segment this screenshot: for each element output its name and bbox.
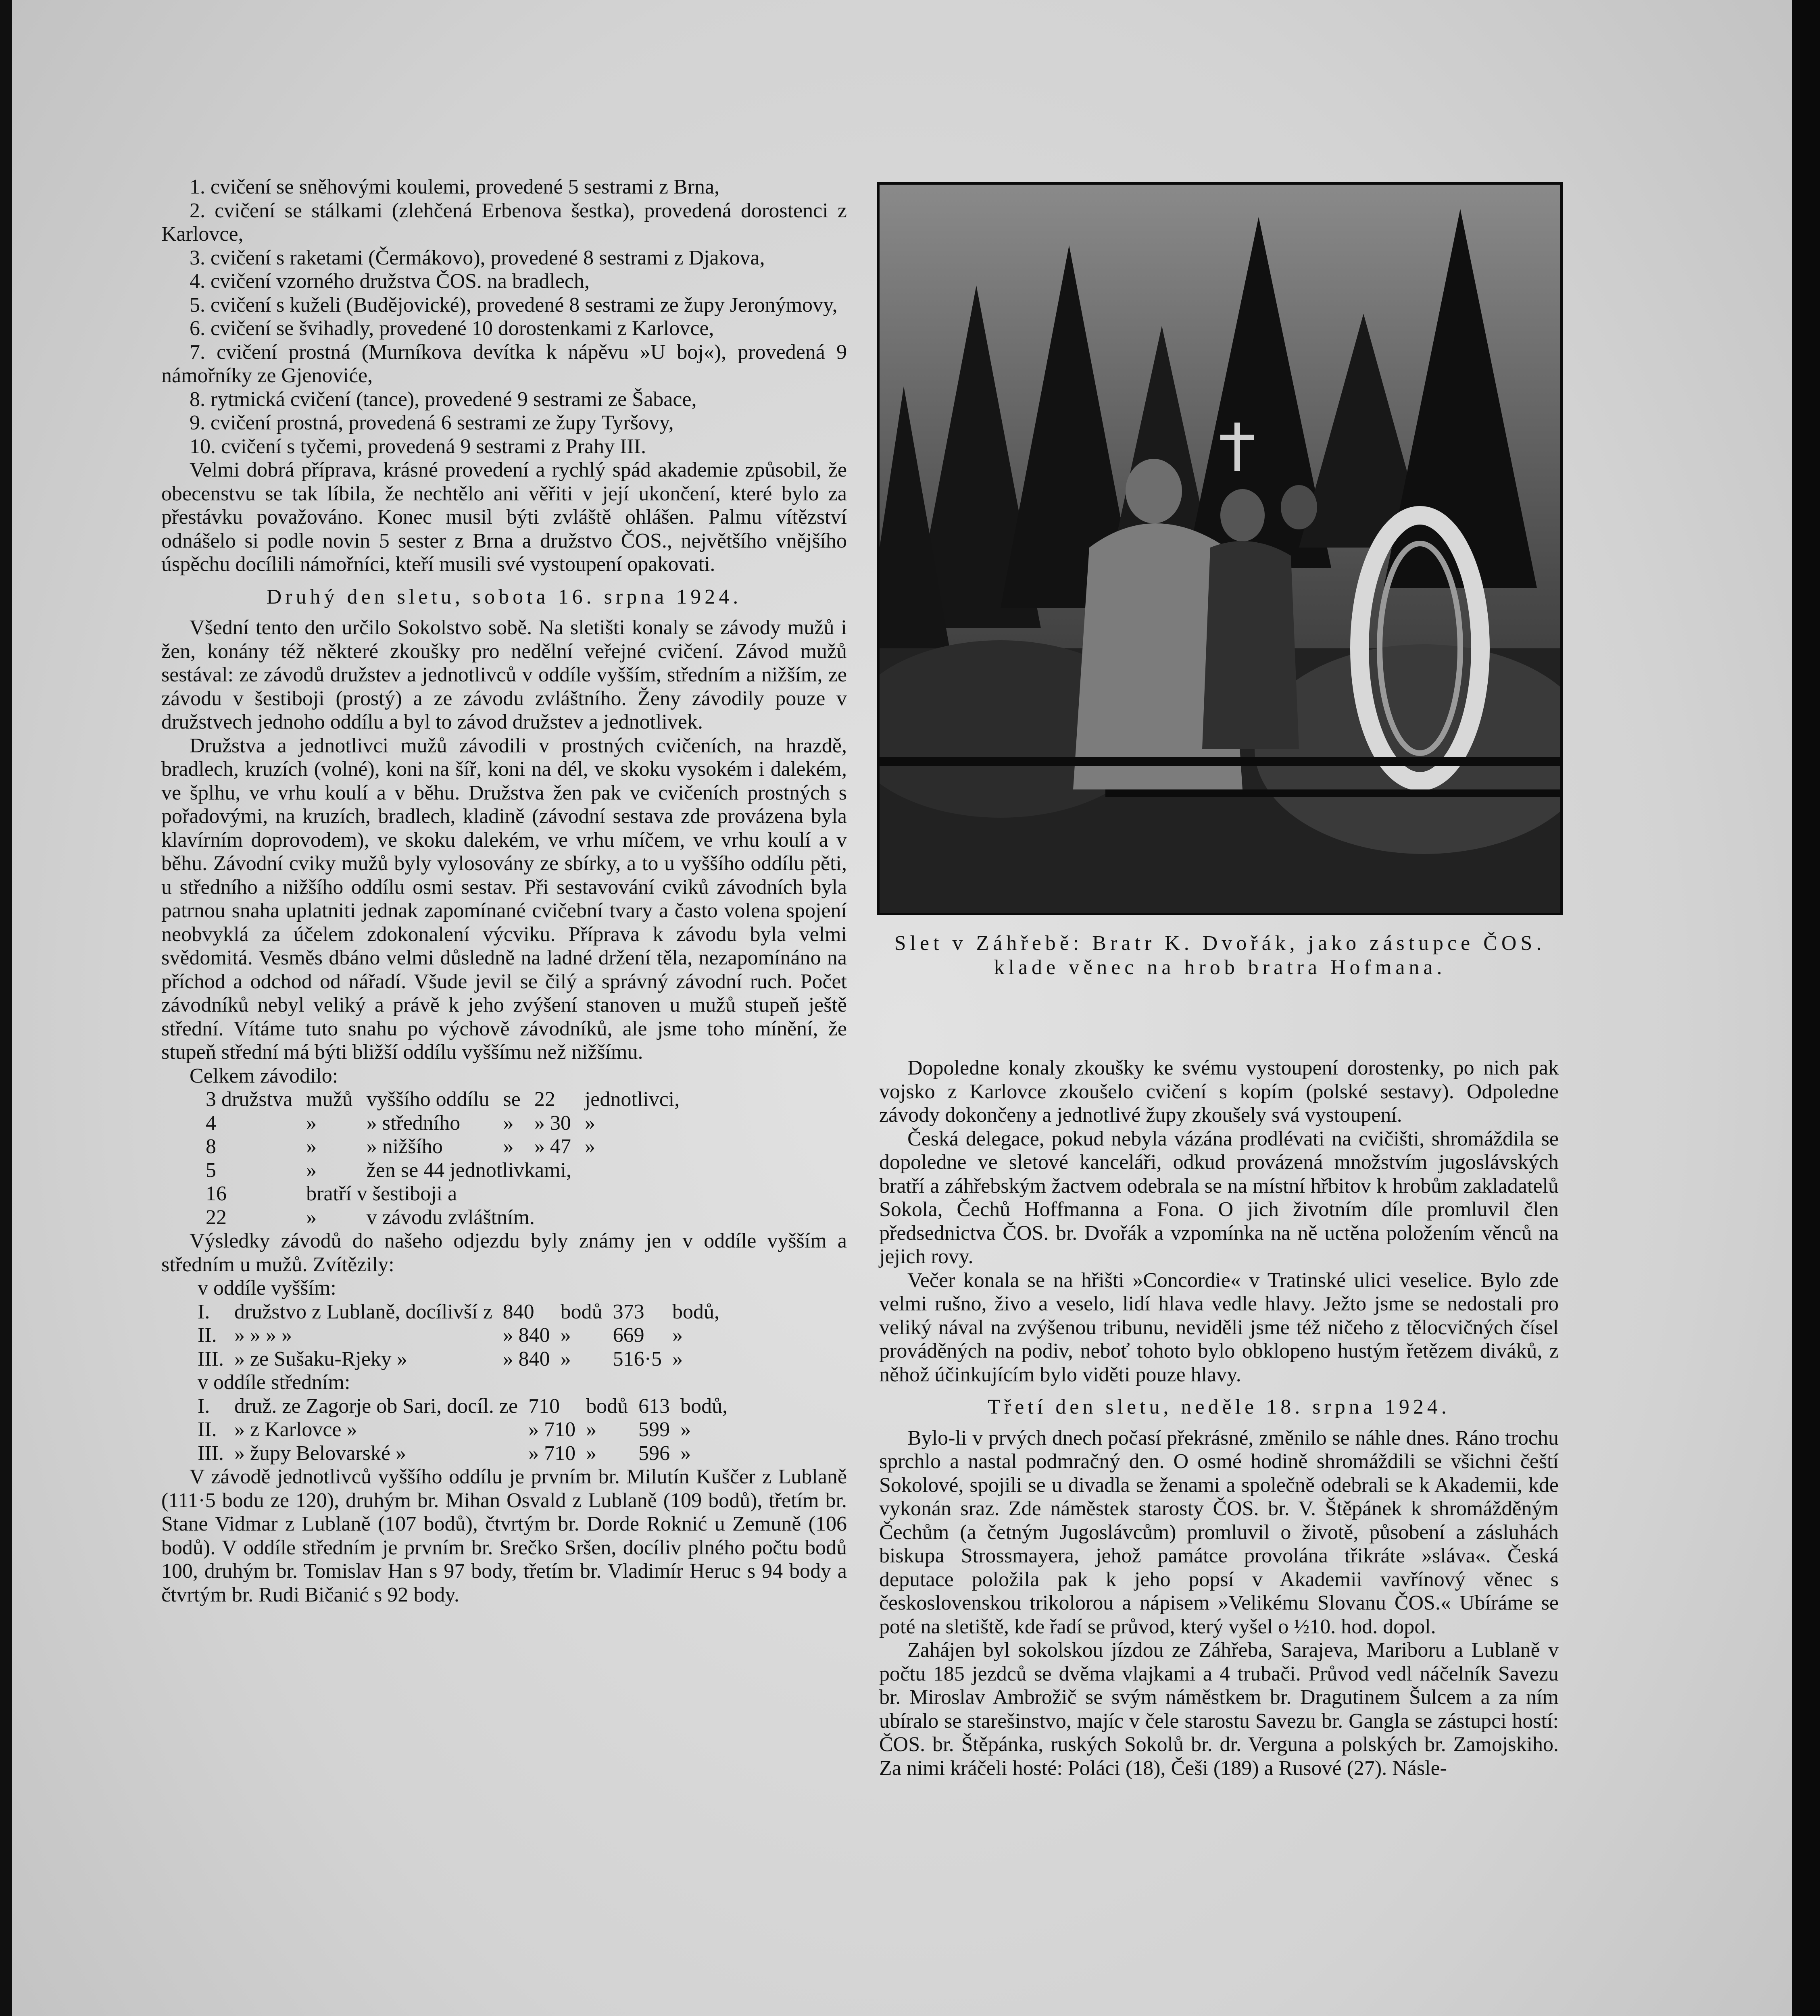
cell: 16 [206,1182,227,1205]
cell: v závodu zvláštním. [366,1206,535,1229]
cell: II. [198,1324,217,1347]
cell: 3 družstva [206,1088,293,1111]
cell: » nižšího [366,1135,443,1158]
cell: 613 [638,1394,670,1418]
list-item: 7. cvičení prostná (Murníkova devítka k nápěvu »U boj«), provedená 9 námořníky ze Gjenoviće, [161,340,847,387]
totals-table [206,1088,693,1229]
section-label-middle: v oddíle středním: [198,1371,350,1394]
table-row [206,1135,693,1159]
paragraph-individuals: V závodě jednotlivců vyššího oddílu je prvním br. Milutín Kuščer z Lublaně (111·5 bodu ze 120), druhým br. Mihan Osvald z Lublaně (109 bodů), třetím br. Stane Vidmar z Lublaně (107 bodů), čtvrtým br. Dorde Roknić u Zemuně (106 bodů). V oddíle středním je prvním br. Srečko Sršen, docíliv plného počtu bodů 100, druhým br. Tomislav Han s 97 body, třetím br. Vladimír Heruc s 94 body a čtvrtým br. Rudi Bičanić s 92 body. [161,1465,847,1606]
cell: bodů [586,1394,628,1418]
cell: 4 [206,1111,216,1135]
cell: III. [198,1347,224,1370]
paragraph-morning: Dopoledne konaly zkoušky ke svému vystoupení dorostenky, po nich pak vojsko z Karlovce zkoušelo cvičení s kopím (polské sestavy). Odpoledne závody dokončeny a jednotlivé župy zkoušely svá vystoupení. [879,1056,1559,1127]
cell: mužů [306,1088,353,1111]
table-row [198,1324,730,1347]
cell: II. [198,1418,217,1441]
cell: » [503,1135,514,1158]
cell: družstvo z Lublaně, docílivší z [234,1300,492,1323]
cell: 8 [206,1135,216,1158]
table-row [198,1395,738,1418]
results-middle-table [198,1395,738,1466]
cell: » [680,1441,691,1465]
table-row [198,1442,738,1466]
list-item: 9. cvičení prostná, provedená 6 sestrami ze župy Tyršovy, [190,411,674,434]
cell: 22 [206,1206,227,1229]
right-column [879,1056,1559,1780]
cell: 710 [528,1394,560,1418]
cell: 669 [613,1324,644,1347]
list-item: 8. rytmická cvičení (tance), provedené 9 sestrami ze Šabace, [190,387,697,411]
list-item: 1. cvičení se sněhovými koulemi, provedené 5 sestrami z Brna, [190,175,720,198]
cell: 840 [502,1300,534,1323]
cell: » » » » [234,1324,292,1347]
heading-day-3: Třetí den sletu, neděle 18. srpna 1924. [988,1395,1450,1418]
list-item: 3. cvičení s raketami (Čermákovo), provedené 8 sestrami z Djakova, [190,246,765,269]
cell: » 840 [502,1324,550,1347]
cell: » 47 [534,1135,571,1158]
scan-edge-right [1792,0,1820,2016]
cell: » 840 [502,1347,550,1370]
cell: » [503,1111,514,1135]
paragraph-day3-parade: Zahájen byl sokolskou jízdou ze Záhřeba, Sarajeva, Mariboru a Lublaně v počtu 185 jezdců se dvěma vlajkami a 4 trubači. Průvod vedl náčelník Savezu br. Miroslav Ambrožič se svým náměstkem br. Dragutinem Šulcem a za ním ubíralo se starešinstvo, majíc v čele starostu Savezu br. Gangla se zástupci hostí: ČOS. br. Štěpánka, ruských Sokolů br. dr. Verguna a polských br. Zamojskiho. Za nimi kráčeli hosté: Poláci (18), Češi (189) a Rusové (27). Násle- [879,1639,1559,1780]
cell: » [306,1206,317,1229]
cell: » [306,1158,317,1182]
cell: » [560,1324,571,1347]
list-item: 6. cvičení se švihadly, provedené 10 dorostenkami z Karlovce, [190,317,714,340]
section-label-higher: v oddíle vyšším: [198,1277,336,1300]
cell: I. [198,1394,210,1418]
cell: » [306,1111,317,1135]
cell: 22 [534,1088,555,1111]
cell: 516·5 [613,1347,662,1370]
cell: » [586,1418,597,1441]
cell: bodů, [680,1394,728,1418]
list-item: 10. cvičení s tyčemi, provedená 9 sestrami z Prahy III. [190,435,646,458]
scan-edge-left [0,0,12,2016]
table-row [206,1159,693,1183]
cell: bodů, [672,1300,719,1323]
heading-day-2: Druhý den sletu, sobota 16. srpna 1924. [266,585,742,608]
cell: vyššího oddílu [366,1088,490,1111]
cell: » [306,1135,317,1158]
cell: » [672,1324,683,1347]
totals-label: Celkem závodilo: [190,1064,338,1087]
photo-caption: Slet v Záhřebě: Bratr K. Dvořák, jako zástupce ČOS. klade věnec na hrob bratra Hofmana. [894,932,1546,979]
cell: » župy Belovarské » [234,1441,406,1465]
paragraph-delegation: Česká delegace, pokud nebyla vázána prodlévati na cvičišti, shromáždila se dopoledne ve sletové kanceláři, odkud provázená množstvím jugoslávských bratří a záhřebským žactvem odebrala se na místní hřbitov k hrobům zakladatelů Sokola, Čechů Hoffmanna a Fona. O jich životním díle promluvil člen předsednictva ČOS. br. Dvořák a vzpomínka na ně uctěna položením věnců na jejich rovy. [879,1127,1559,1268]
table-row [198,1418,738,1442]
cell: » [560,1347,571,1370]
cell: » z Karlovce » [234,1418,357,1441]
cell: druž. ze Zagorje ob Sari, docíl. ze [234,1394,518,1418]
list-item: 4. cvičení vzorného družstva ČOS. na bradlech, [190,270,590,293]
cell: se [503,1088,521,1111]
cell: » 710 [528,1418,576,1441]
photograph [877,182,1563,915]
paragraph-day2-disciplines: Družstva a jednotlivci mužů závodili v prostných cvičeních, na hrazdě, bradlech, kruzích (volné), koni na šíř, koni na dél, ve skoku vysokém i dalekém, ve šplhu, ve vrhu koulí a v běhu. Družstva žen pak ve cvičeních prostných s pořadovými, na kruzích, bradlech, kladině (závodní sestava zde provázena byla klavírním doprovodem), ve skoku dalekém, ve vrhu míčem, ve vrhu koulí a v běhu. Závodní cviky mužů byly vylosovány ze sbírky, a to u vyššího oddílu pěti, u středního a nižšího oddílu osmi sestav. Při sestavování cviků závodních byla patrnou snaha uplatniti jednak zapomínané cvičební tvary a často volena spojení neobvyklá za účelem zdokonalení výcviku. Příprava k závodu byla velmi svědomitá. Vesměs dbáno velmi důsledně na ladné držení těla, nezapomínáno na příchod a odchod od nářadí. Všude jevil se čilý a správný závodní ruch. Počet závodníků nebyl veliký a právě k jeho zvýšení stanoven u mužů stupeň ještě střední. Vítáme tuto snahu po výchově závodníků, ale jsme toho mínění, že stupeň střední má býti bližší oddílu vyššímu než nižšímu. [161,734,847,1064]
list-item: 2. cvičení se stálkami (zlehčená Erbenova šestka), provedená dorostenci z Karlovce, [161,199,847,246]
cell: 599 [638,1418,670,1441]
cell: bratří v šestiboji a [306,1182,457,1205]
cell: » 710 [528,1441,576,1465]
paragraph-results: Výsledky závodů do našeho odjezdu byly známy jen v oddíle vyšším a středním u mužů. Zvítězily: [161,1229,847,1276]
cell: žen se 44 jednotlivkami, [366,1158,572,1182]
cell: » [586,1441,597,1465]
cell: » 30 [534,1111,571,1135]
cell: 596 [638,1441,670,1465]
paragraph-day2-intro: Všední tento den určilo Sokolstvo sobě. Na sletišti konaly se závody mužů i žen, konány též některé zkoušky pro nedělní veřejné cvičení. Závod mužů sestával: ze závodů družstev a jednotlivců v oddíle vyšším, středním a nižším, ze závodu v šestiboji (prostý) a ze závodu zvláštního. Ženy závodily pouze v družstvech jednoho oddílu a byl to závod družstev a jednotlivek. [161,616,847,733]
cell: » středního [366,1111,461,1135]
grave-ceremony-photo [880,185,1560,913]
table-row [206,1088,693,1112]
cell: » [584,1111,595,1135]
paragraph-akademie: Velmi dobrá příprava, krásné provedení a rychlý spád akademie způsobil, že obecenstvu se tak líbila, že nechtělo ani věřiti v její ukončení, které bylo za přestávku považováno. Konec musil býti zvláště ohlášen. Palmu vítězství odnášelo si podle novin 5 sester z Brna a družstvo ČOS., největšího vnějšího úspěchu docílili námořníci, kteří musili své vystoupení opakovati. [161,458,847,576]
paragraph-evening: Večer konala se na hřišti »Concordie« v Tratinské ulici veselice. Bylo zde velmi rušno, živo a veselo, lidí hlava vedle hlavy. Ježto jsme se nedostali pro veliký nával na zvýšenou tribunu, neviděli jsme též ničeho z tělocvičných čísel prováděných na podiv, neboť tohoto bylo obklopeno hustým řetězem diváků, z něhož účinkujícím bylo viděti pouze hlavy. [879,1268,1559,1386]
cell: » [672,1347,683,1370]
list-item: 5. cvičení s kuželi (Budějovické), provedené 8 sestrami ze župy Jeronýmovy, [190,293,838,317]
cell: jednotlivci, [584,1088,680,1111]
table-row [206,1206,693,1230]
cell: 373 [613,1300,644,1323]
table-row [198,1347,730,1371]
results-higher-table [198,1300,730,1371]
cell: 5 [206,1158,216,1182]
cell: III. [198,1441,224,1465]
cell: I. [198,1300,210,1323]
cell: » [584,1135,595,1158]
table-row [206,1112,693,1135]
table-row [198,1300,730,1324]
cell: » [680,1418,691,1441]
table-row [206,1182,693,1206]
cell: » ze Sušaku-Rjeky » [234,1347,407,1370]
left-column [161,175,847,1607]
paragraph-day3-morning: Bylo-li v prvých dnech počasí překrásné, změnilo se náhle dnes. Ráno trochu sprchlo a nastal podmračný den. O osmé hodině shromáždili se všichni čeští Sokolové, spojili se u divadla se ženami a společně odebrali se k Akademii, kde vykonán sraz. Zde náměstek starosty ČOS. br. V. Štěpánek k shromážděným Čechům (a četným Jugoslávcům) promluvil o životě, působení a zásluhách biskupa Strossmayera, jehož památce provolána třikráte »sláva«. Česká deputace položila pak k jeho popsí v Akademii vavřínový věnec s československou trikolorou a nápisem »Velikému Slovanu ČOS.« Ubíráme se poté na sletiště, kde řadí se průvod, který vyšel o ½10. hod. dopol. [879,1426,1559,1638]
cell: bodů [560,1300,602,1323]
